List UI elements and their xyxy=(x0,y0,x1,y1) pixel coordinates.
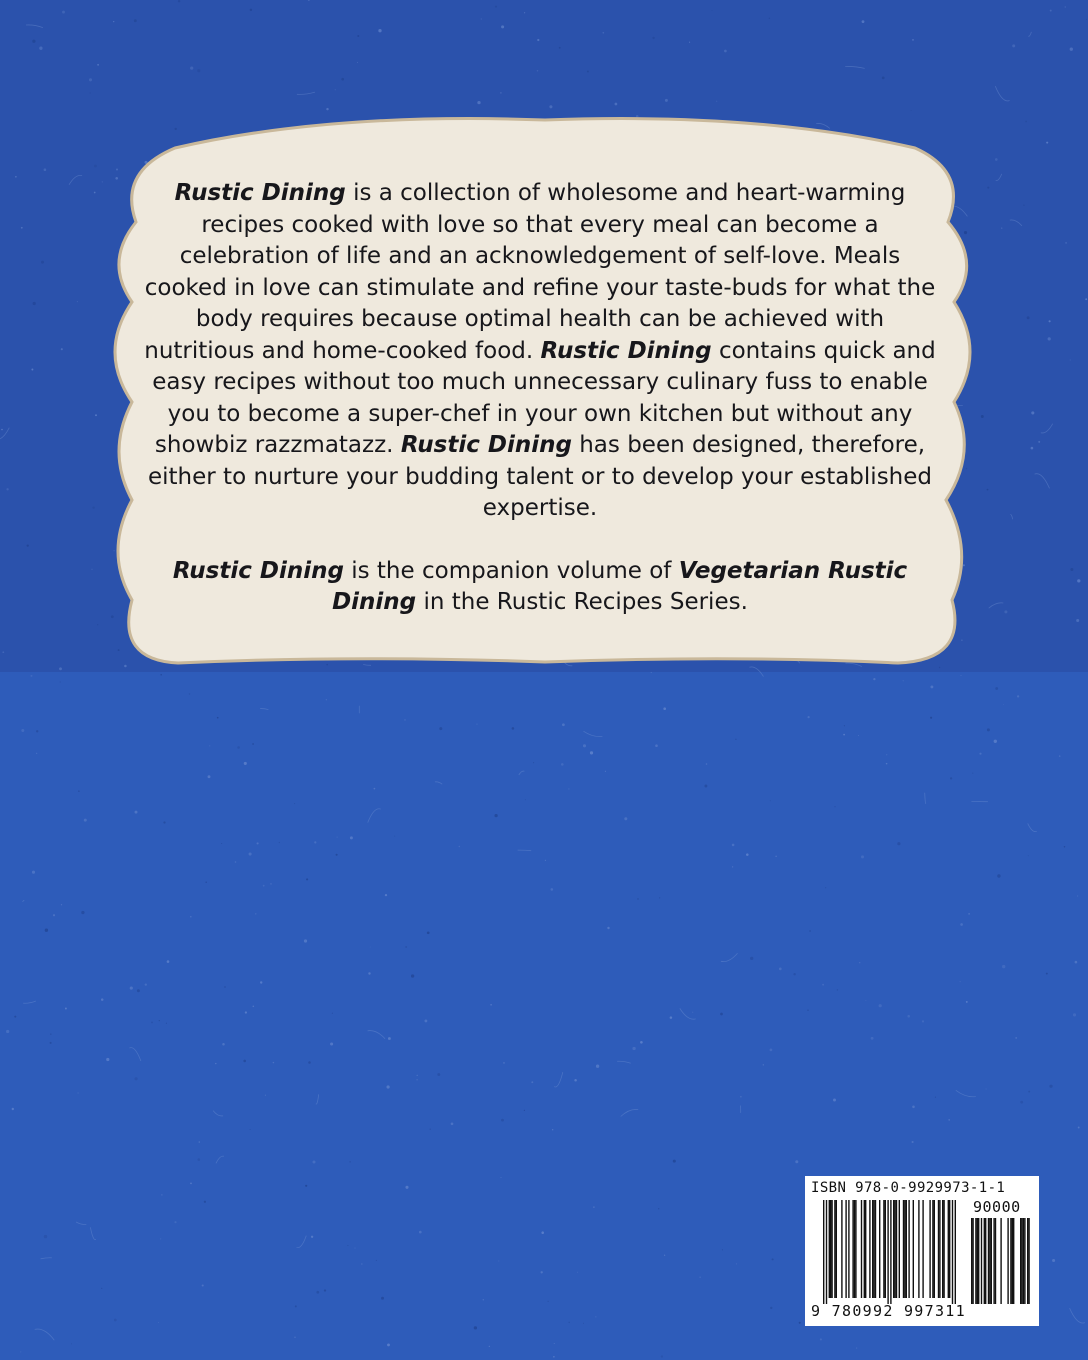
barcode-bar xyxy=(922,1200,923,1298)
barcode-bar xyxy=(854,1200,855,1298)
barcode-bar xyxy=(873,1200,874,1298)
addon-bar xyxy=(1027,1218,1028,1304)
barcode-bar xyxy=(865,1200,866,1298)
isbn-label: ISBN 978-0-9929973-1-1 xyxy=(811,1180,1006,1196)
barcode-bar xyxy=(943,1200,944,1298)
price-addon-label: 90000 xyxy=(973,1198,1021,1216)
addon-bar xyxy=(1023,1218,1024,1304)
barcode-bar xyxy=(906,1200,907,1298)
barcode-bar xyxy=(939,1200,940,1298)
barcode-bar xyxy=(952,1200,953,1304)
addon-bar xyxy=(971,1218,972,1304)
addon-bar xyxy=(988,1218,989,1304)
isbn-barcode xyxy=(805,1176,1039,1326)
barcode-bar xyxy=(908,1200,909,1298)
addon-bar xyxy=(1012,1218,1013,1304)
blurb-text-run: contains quick and easy recipes without too much unnecessary culinary fuss to enable you to become a super-chef in your own kitchen but without any showbiz razzmatazz. xyxy=(152,337,936,458)
barcode-bar xyxy=(852,1200,853,1298)
barcode-bar xyxy=(955,1200,956,1304)
addon-bar xyxy=(985,1218,986,1304)
barcode-bar xyxy=(934,1200,935,1298)
title-emphasis: Rustic Dining xyxy=(172,557,344,584)
barcode-bar xyxy=(893,1200,894,1298)
barcode-bar xyxy=(948,1200,949,1298)
addon-bar xyxy=(977,1218,978,1304)
barcode-bar xyxy=(845,1200,846,1298)
barcode-bar xyxy=(942,1200,943,1298)
addon-bar xyxy=(975,1218,976,1304)
blurb-text-run: has been designed, therefore, either to nurture your budding talent or to develop your established expertise. xyxy=(148,432,932,521)
blurb-text-run: is a collection of wholesome and heart-warming recipes cooked with love so that every meal can become a celebration of life and an acknowledgement of self-love. Meals cooked in love can stimulate and refine your taste-buds for what the body requires because optimal health can be achieved with nutritious and home-cooked food. xyxy=(144,180,936,364)
title-emphasis: Vegetarian Rustic Dining xyxy=(332,557,908,615)
barcode-bar xyxy=(894,1200,895,1298)
addon-bar xyxy=(1028,1218,1029,1304)
addon-bar xyxy=(1010,1218,1011,1304)
barcode-bar xyxy=(831,1200,832,1298)
barcode-bar xyxy=(829,1200,830,1298)
ean-digits: 9 780992 997311 xyxy=(811,1302,966,1320)
barcode-bar xyxy=(885,1200,886,1298)
barcode-bar xyxy=(830,1200,831,1298)
addon-bar xyxy=(981,1218,982,1304)
barcode-bar xyxy=(872,1200,873,1298)
barcode-bar xyxy=(929,1200,930,1298)
blurb-text xyxy=(140,178,940,619)
barcode-bar xyxy=(879,1200,880,1298)
addon-bar xyxy=(1024,1218,1025,1304)
title-emphasis: Rustic Dining xyxy=(174,180,346,206)
barcode-bar xyxy=(875,1200,876,1298)
addon-bar xyxy=(1021,1218,1022,1304)
barcode-bar xyxy=(904,1200,905,1298)
title-emphasis: Rustic Dining xyxy=(400,432,572,458)
barcode-bar xyxy=(836,1200,837,1298)
blurb-text-run: is the companion volume of xyxy=(343,557,679,584)
barcode-bar xyxy=(890,1200,891,1304)
blurb-text-run: in the Rustic Recipes Series. xyxy=(416,589,748,615)
addon-bar xyxy=(1020,1218,1021,1304)
title-emphasis: Rustic Dining xyxy=(540,337,712,364)
barcode-bar xyxy=(841,1200,842,1298)
addon-bar xyxy=(1007,1218,1008,1304)
barcode-bar xyxy=(949,1200,950,1298)
addon-bar xyxy=(972,1218,973,1304)
barcode-bar xyxy=(855,1200,856,1298)
barcode-bar xyxy=(823,1200,824,1304)
addon-bar xyxy=(989,1218,990,1304)
barcode-bar xyxy=(938,1200,939,1298)
barcode-bar xyxy=(918,1200,919,1298)
barcode-bar xyxy=(848,1200,849,1298)
barcode-bar xyxy=(932,1200,933,1298)
barcode-bar xyxy=(864,1200,865,1298)
addon-bar xyxy=(1000,1218,1001,1304)
addon-bar xyxy=(993,1218,994,1304)
addon-bar xyxy=(978,1218,979,1304)
barcode-bar xyxy=(834,1200,835,1298)
barcode-bar xyxy=(883,1200,884,1298)
barcode-bar xyxy=(896,1200,897,1298)
addon-bar xyxy=(995,1218,996,1304)
barcode-bar xyxy=(899,1200,900,1298)
barcode-bar xyxy=(869,1200,870,1298)
addon-bar xyxy=(991,1218,992,1304)
barcode-bar xyxy=(887,1200,888,1304)
barcode-bar xyxy=(903,1200,904,1298)
addon-bar xyxy=(1013,1218,1014,1304)
barcode-bar xyxy=(913,1200,914,1298)
blurb-paragraph-2 xyxy=(140,556,940,619)
addon-bar xyxy=(984,1218,985,1304)
barcode-bar xyxy=(826,1200,827,1304)
barcode-bar xyxy=(861,1200,862,1298)
blurb-paragraph-1 xyxy=(140,178,940,525)
